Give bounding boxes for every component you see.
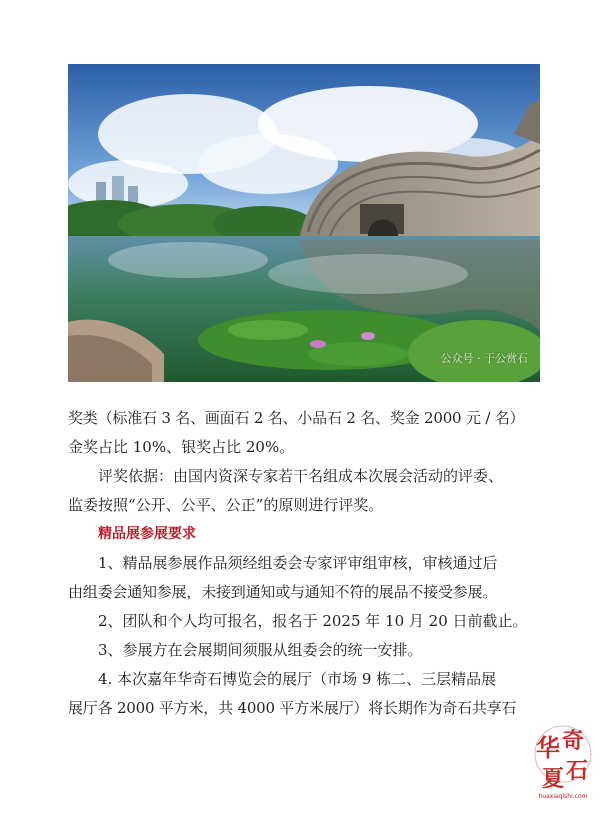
logo-char-hua: 华	[536, 734, 560, 762]
article-body	[68, 404, 548, 723]
paragraph-award-categories-line1: 奖类（标准石 3 名、画面石 2 名、小品石 2 名、奖金 2000 元 / 名）	[68, 409, 525, 427]
exhibition-hall-photo	[68, 64, 540, 382]
requirement-item-1-line2: 由组委会通知参展，未接到通知或与通知不符的展品不接受参展。	[68, 583, 498, 601]
section-heading: 精品展参展要求	[98, 526, 196, 542]
logo-char-xia: 夏	[542, 767, 565, 792]
logo-url: huaxiaqishi.com	[538, 793, 588, 800]
requirement-item-4-line2: 展厅各 2000 平方米，共 4000 平方米展厅）将长期作为奇石共享石	[68, 699, 517, 717]
requirement-item-1-line1: 1、精品展参展作品须经组委会专家评审组审核，审核通过后	[98, 554, 498, 572]
paragraph-judging-basis-line2: 监委按照“公开、公平、公正”的原则进行评奖。	[68, 496, 384, 514]
logo-seal-icon	[532, 720, 594, 794]
requirement-item-4-line1: 4. 本次嘉年华奇石博览会的展厅（市场 9 栋二、三层精品展	[98, 670, 497, 688]
requirement-item-3: 3、参展方在会展期间须服从组委会的统一安排。	[98, 641, 423, 659]
photo-watermark: 公众号 · 于公赏石	[440, 352, 528, 365]
logo-char-shi: 石	[566, 759, 589, 784]
photo-illustration	[68, 64, 540, 382]
logo-char-qi: 奇	[562, 729, 585, 754]
huaxia-qishi-logo	[532, 720, 594, 802]
requirement-item-2: 2、团队和个人均可报名，报名于 2025 年 10 月 20 日前截止。	[98, 612, 528, 630]
paragraph-judging-basis-line1: 评奖依据：由国内资深专家若干名组成本次展会活动的评委、	[98, 467, 504, 485]
paragraph-award-categories-line2: 金奖占比 10%、银奖占比 20%。	[68, 438, 295, 456]
